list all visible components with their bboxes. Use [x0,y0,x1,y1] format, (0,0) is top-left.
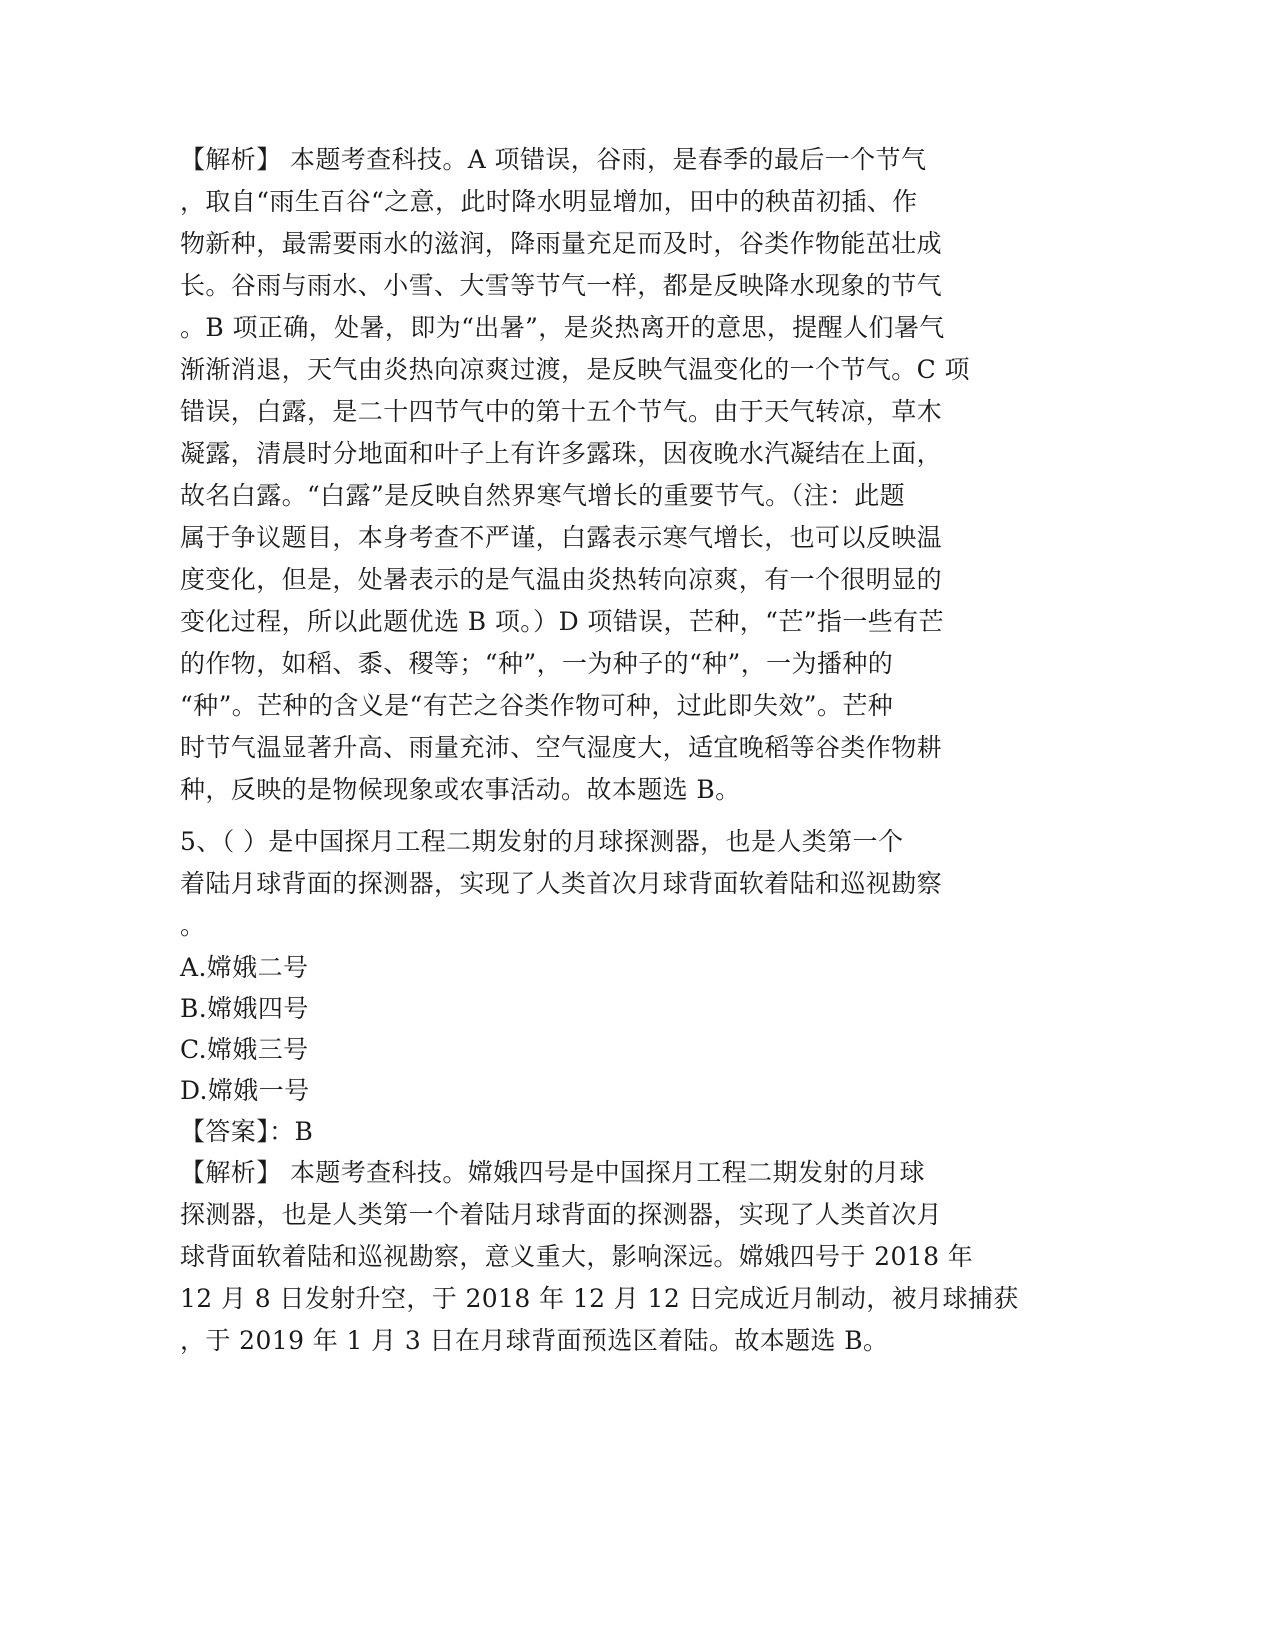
analysis-line: ，于 2019 年 1 月 3 日在月球背面预选区着陆。故本题选 B。 [180,1326,889,1355]
analysis-prev-line: 度变化，但是，处暑表示的是气温由炎热转向凉爽，有一个很明显的 [180,565,943,594]
analysis-prev-line: 长。谷雨与雨水、小雪、大雪等节气一样，都是反映降水现象的节气 [180,271,943,300]
analysis-prev-line: 【解析】 本题考查科技。A 项错误，谷雨，是春季的最后一个节气 [180,145,927,174]
analysis-prev-line: 故名白露。“白露”是反映自然界寒气增长的重要节气。（注：此题 [180,481,906,510]
option-a: A.嫦娥二号 [180,953,309,982]
analysis-line: 【解析】 本题考查科技。嫦娥四号是中国探月工程二期发射的月球 [180,1158,925,1187]
analysis-prev-line: 种，反映的是物候现象或农事活动。故本题选 B。 [180,775,741,804]
analysis-prev-line: 变化过程，所以此题优选 B 项。）D 项错误，芒种，“芒”指一些有芒 [180,607,944,636]
question-stem-line: 着陆月球背面的探测器，实现了人类首次月球背面软着陆和巡视勘察 [180,869,943,898]
analysis-line: 12 月 8 日发射升空，于 2018 年 12 月 12 日完成近月制动，被月球捕获 [180,1284,1019,1313]
analysis-prev-line: 错误，白露，是二十四节气中的第十五个节气。由于天气转凉，草木 [180,397,943,426]
analysis-prev-line: ，取自“雨生百谷“之意，此时降水明显增加，田中的秧苗初插、作 [180,187,918,216]
analysis-prev-line: 物新种，最需要雨水的滋润，降雨量充足而及时，谷类作物能茁壮成 [180,229,943,258]
question-stem-line: 。 [180,911,206,940]
answer-label: 【答案】：B [180,1117,314,1146]
option-c: C.嫦娥三号 [180,1035,309,1064]
option-b: B.嫦娥四号 [180,994,309,1023]
analysis-prev-line: “种”。芒种的含义是“有芒之谷类作物可种，过此即失效”。芒种 [180,691,894,720]
analysis-prev-line: 。B 项正确，处暑，即为“出暑”，是炎热离开的意思，提醒人们暑气 [180,313,945,342]
analysis-prev-line: 的作物，如稻、黍、稷等；“种”，一为种子的“种”，一为播种的 [180,649,894,678]
option-d: D.嫦娥一号 [180,1076,310,1105]
analysis-prev-line: 渐渐消退，天气由炎热向凉爽过渡，是反映气温变化的一个节气。C 项 [180,355,970,384]
analysis-line: 球背面软着陆和巡视勘察，意义重大，影响深远。嫦娥四号于 2018 年 [180,1242,974,1271]
question-stem-line: 5、（ ）是中国探月工程二期发射的月球探测器，也是人类第一个 [180,827,904,856]
analysis-prev-line: 时节气温显著升高、雨量充沛、空气湿度大，适宜晚稻等谷类作物耕 [180,733,943,762]
analysis-line: 探测器，也是人类第一个着陆月球背面的探测器，实现了人类首次月 [180,1200,943,1229]
analysis-prev-line: 属于争议题目，本身考查不严谨，白露表示寒气增长，也可以反映温 [180,523,943,552]
analysis-prev-line: 凝露，清晨时分地面和叶子上有许多露珠，因夜晚水汽凝结在上面， [180,439,943,468]
